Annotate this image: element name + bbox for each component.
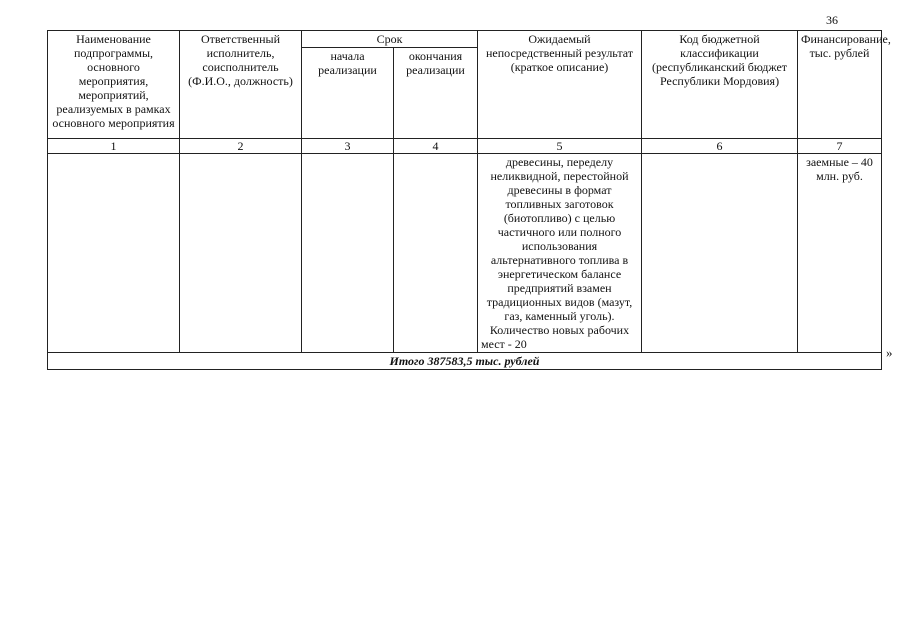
- column-number: 3: [302, 139, 394, 154]
- header-row-1: [48, 31, 882, 48]
- header-start: начала реализации: [302, 48, 394, 139]
- header-end: окончания реализации: [394, 48, 478, 139]
- header-responsible: Ответственный исполнитель, соисполнитель (Ф.И.О., должность): [180, 31, 302, 139]
- program-table: [47, 30, 891, 370]
- row-cell-end: [394, 154, 478, 353]
- column-number: 1: [48, 139, 180, 154]
- page-number: 36: [826, 13, 838, 27]
- column-number: 2: [180, 139, 302, 154]
- header-budget-code: Код бюджетной классификации (республиканский бюджет Республики Мордовия): [642, 31, 798, 139]
- row-cell-financing: заемные – 40 млн. руб.: [798, 154, 882, 353]
- header-expected-result: Ожидаемый непосредственный результат (краткое описание): [478, 31, 642, 139]
- header-financing: Финансирование, тыс. рублей: [798, 31, 882, 139]
- total-text: Итого 387583,5 тыс. рублей: [48, 353, 882, 370]
- closing-quote: »: [886, 345, 893, 360]
- row-cell-expected-result: древесины, переделу неликвидной, перестойной древесины в формат топливных заготовок (биотопливо) с целью частичного или полного использования альтернативного топлива в энергетическом балансе предприятий взамен традиционных видов (мазут, газ, каменный уголь). Количество новых рабочих мест - 20: [478, 154, 642, 353]
- row-cell-responsible: [180, 154, 302, 353]
- column-number: 5: [478, 139, 642, 154]
- header-srok: Срок: [302, 31, 478, 48]
- row-cell-budget-code: [642, 154, 798, 353]
- column-number-row: [48, 139, 882, 154]
- row-cell-start: [302, 154, 394, 353]
- header-subprogram-name: Наименование подпрограммы, основного мероприятия, мероприятий, реализуемых в рамках основного мероприятия: [48, 31, 180, 139]
- total-row: [48, 353, 882, 370]
- column-number: 6: [642, 139, 798, 154]
- column-number: 4: [394, 139, 478, 154]
- column-number: 7: [798, 139, 882, 154]
- table-row: [48, 154, 882, 353]
- row-cell-subprogram: [48, 154, 180, 353]
